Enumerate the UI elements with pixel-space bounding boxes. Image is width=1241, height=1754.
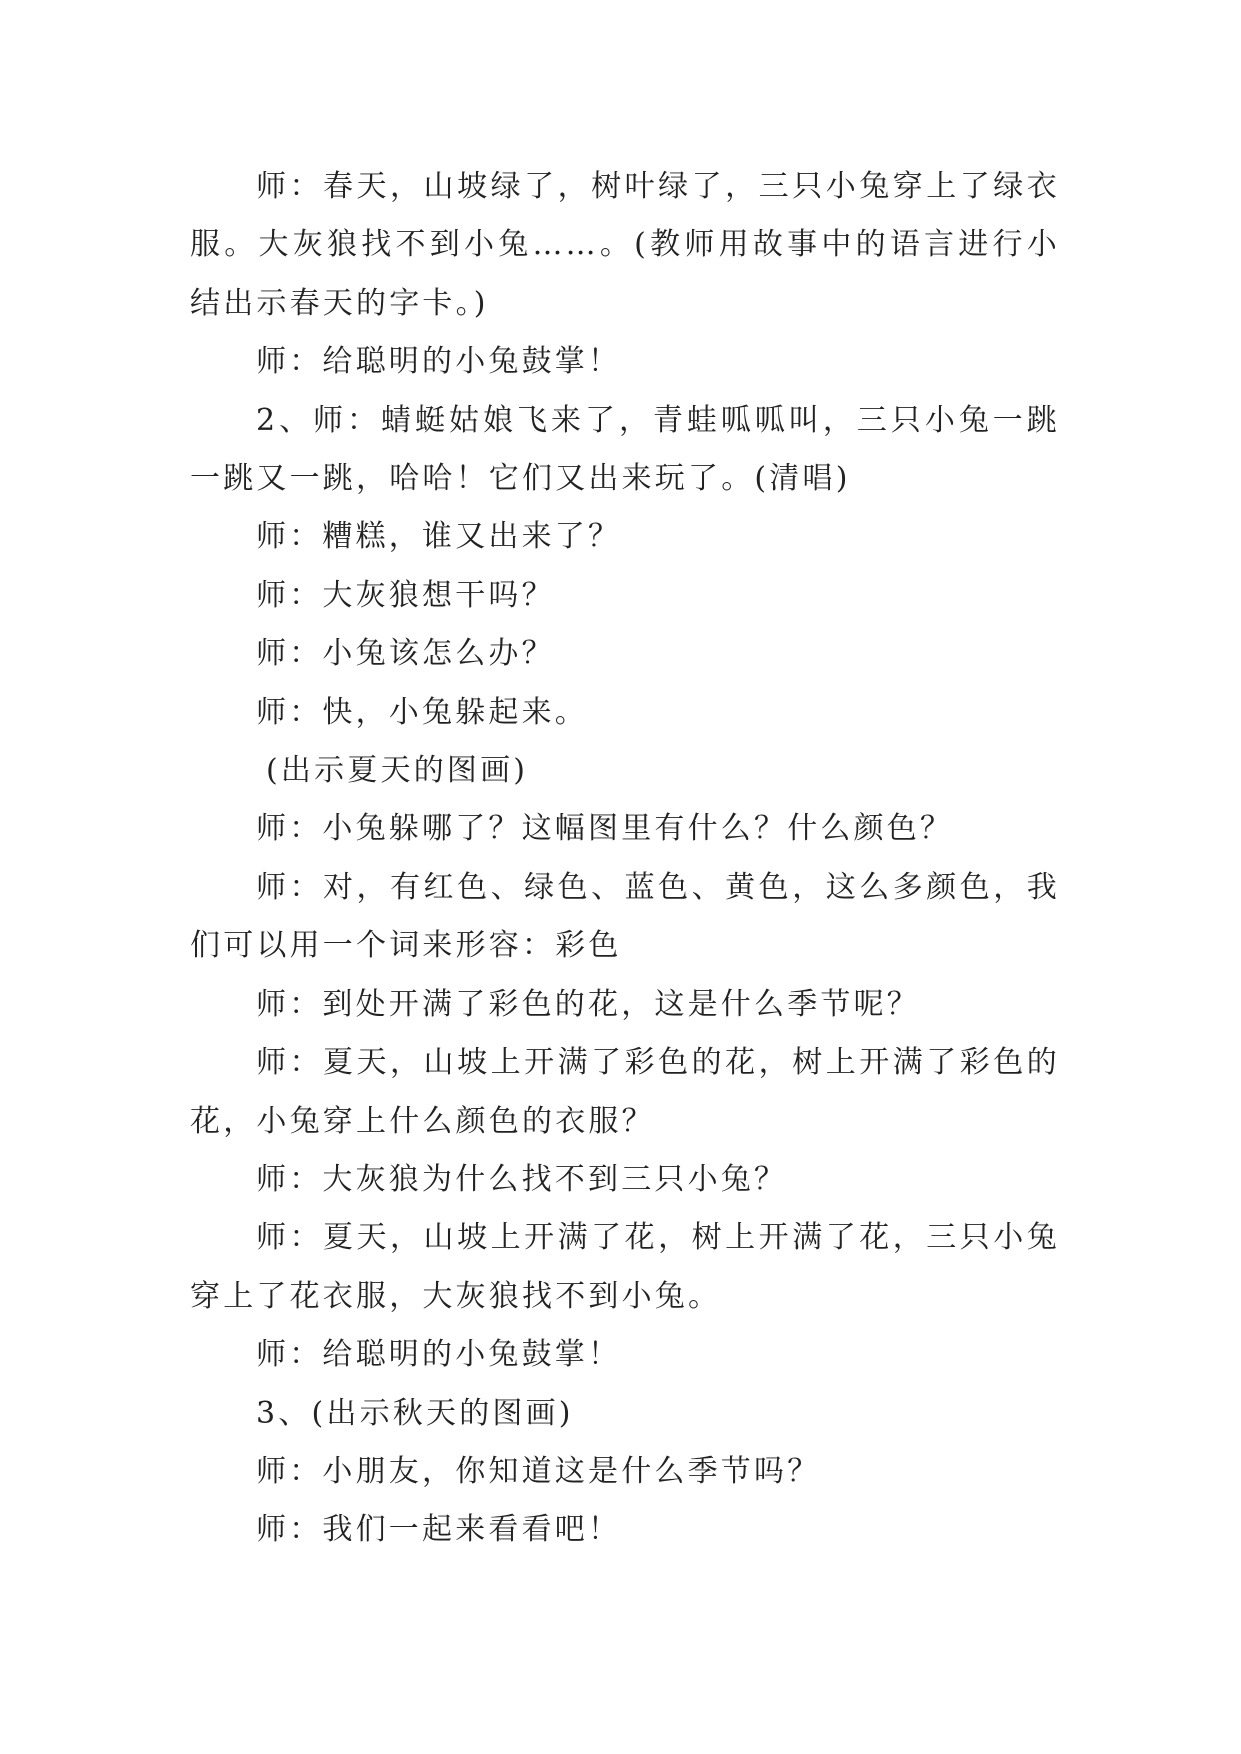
paragraph-8: (出示夏天的图画) bbox=[266, 753, 529, 789]
paragraph-15: 师：给聪明的小兔鼓掌！ bbox=[256, 1337, 622, 1373]
paragraph-2: 师：给聪明的小兔鼓掌！ bbox=[256, 344, 622, 380]
paragraph-18: 师：我们一起来看看吧！ bbox=[256, 1512, 622, 1548]
paragraph-5: 师：大灰狼想干吗？ bbox=[256, 577, 555, 613]
paragraph-7: 师：快，小兔躲起来。 bbox=[256, 694, 588, 730]
paragraph-4: 师：糟糕，谁又出来了？ bbox=[256, 519, 622, 555]
paragraph-13: 师：大灰狼为什么找不到三只小兔？ bbox=[256, 1161, 788, 1197]
paragraph-16: 3、(出示秋天的图画) bbox=[256, 1395, 574, 1431]
paragraph-11: 师：到处开满了彩色的花，这是什么季节呢？ bbox=[256, 986, 920, 1022]
paragraph-17: 师：小朋友，你知道这是什么季节吗？ bbox=[256, 1453, 821, 1489]
paragraph-10: 师：对，有红色、绿色、蓝色、黄色，这么多颜色，我们可以用一个词来形容：彩色 bbox=[190, 869, 1060, 964]
paragraph-3: 2、师：蜻蜓姑娘飞来了，青蛙呱呱叫，三只小兔一跳一跳又一跳，哈哈！它们又出来玩了。(清唱) bbox=[190, 402, 1060, 497]
paragraph-12: 师：夏天，山坡上开满了彩色的花，树上开满了彩色的花，小兔穿上什么颜色的衣服？ bbox=[190, 1045, 1060, 1139]
paragraph-14: 师：夏天，山坡上开满了花，树上开满了花，三只小兔穿上了花衣服，大灰狼找不到小兔。 bbox=[190, 1220, 1060, 1314]
paragraph-1: 师：春天，山坡绿了，树叶绿了，三只小兔穿上了绿衣服。大灰狼找不到小兔……。(教师用故事中的语言进行小结出示春天的字卡。) bbox=[190, 169, 1060, 321]
document-body bbox=[190, 158, 1060, 1560]
paragraph-9: 师：小兔躲哪了？这幅图里有什么？什么颜色？ bbox=[256, 811, 954, 847]
paragraph-6: 师：小兔该怎么办？ bbox=[256, 636, 555, 672]
